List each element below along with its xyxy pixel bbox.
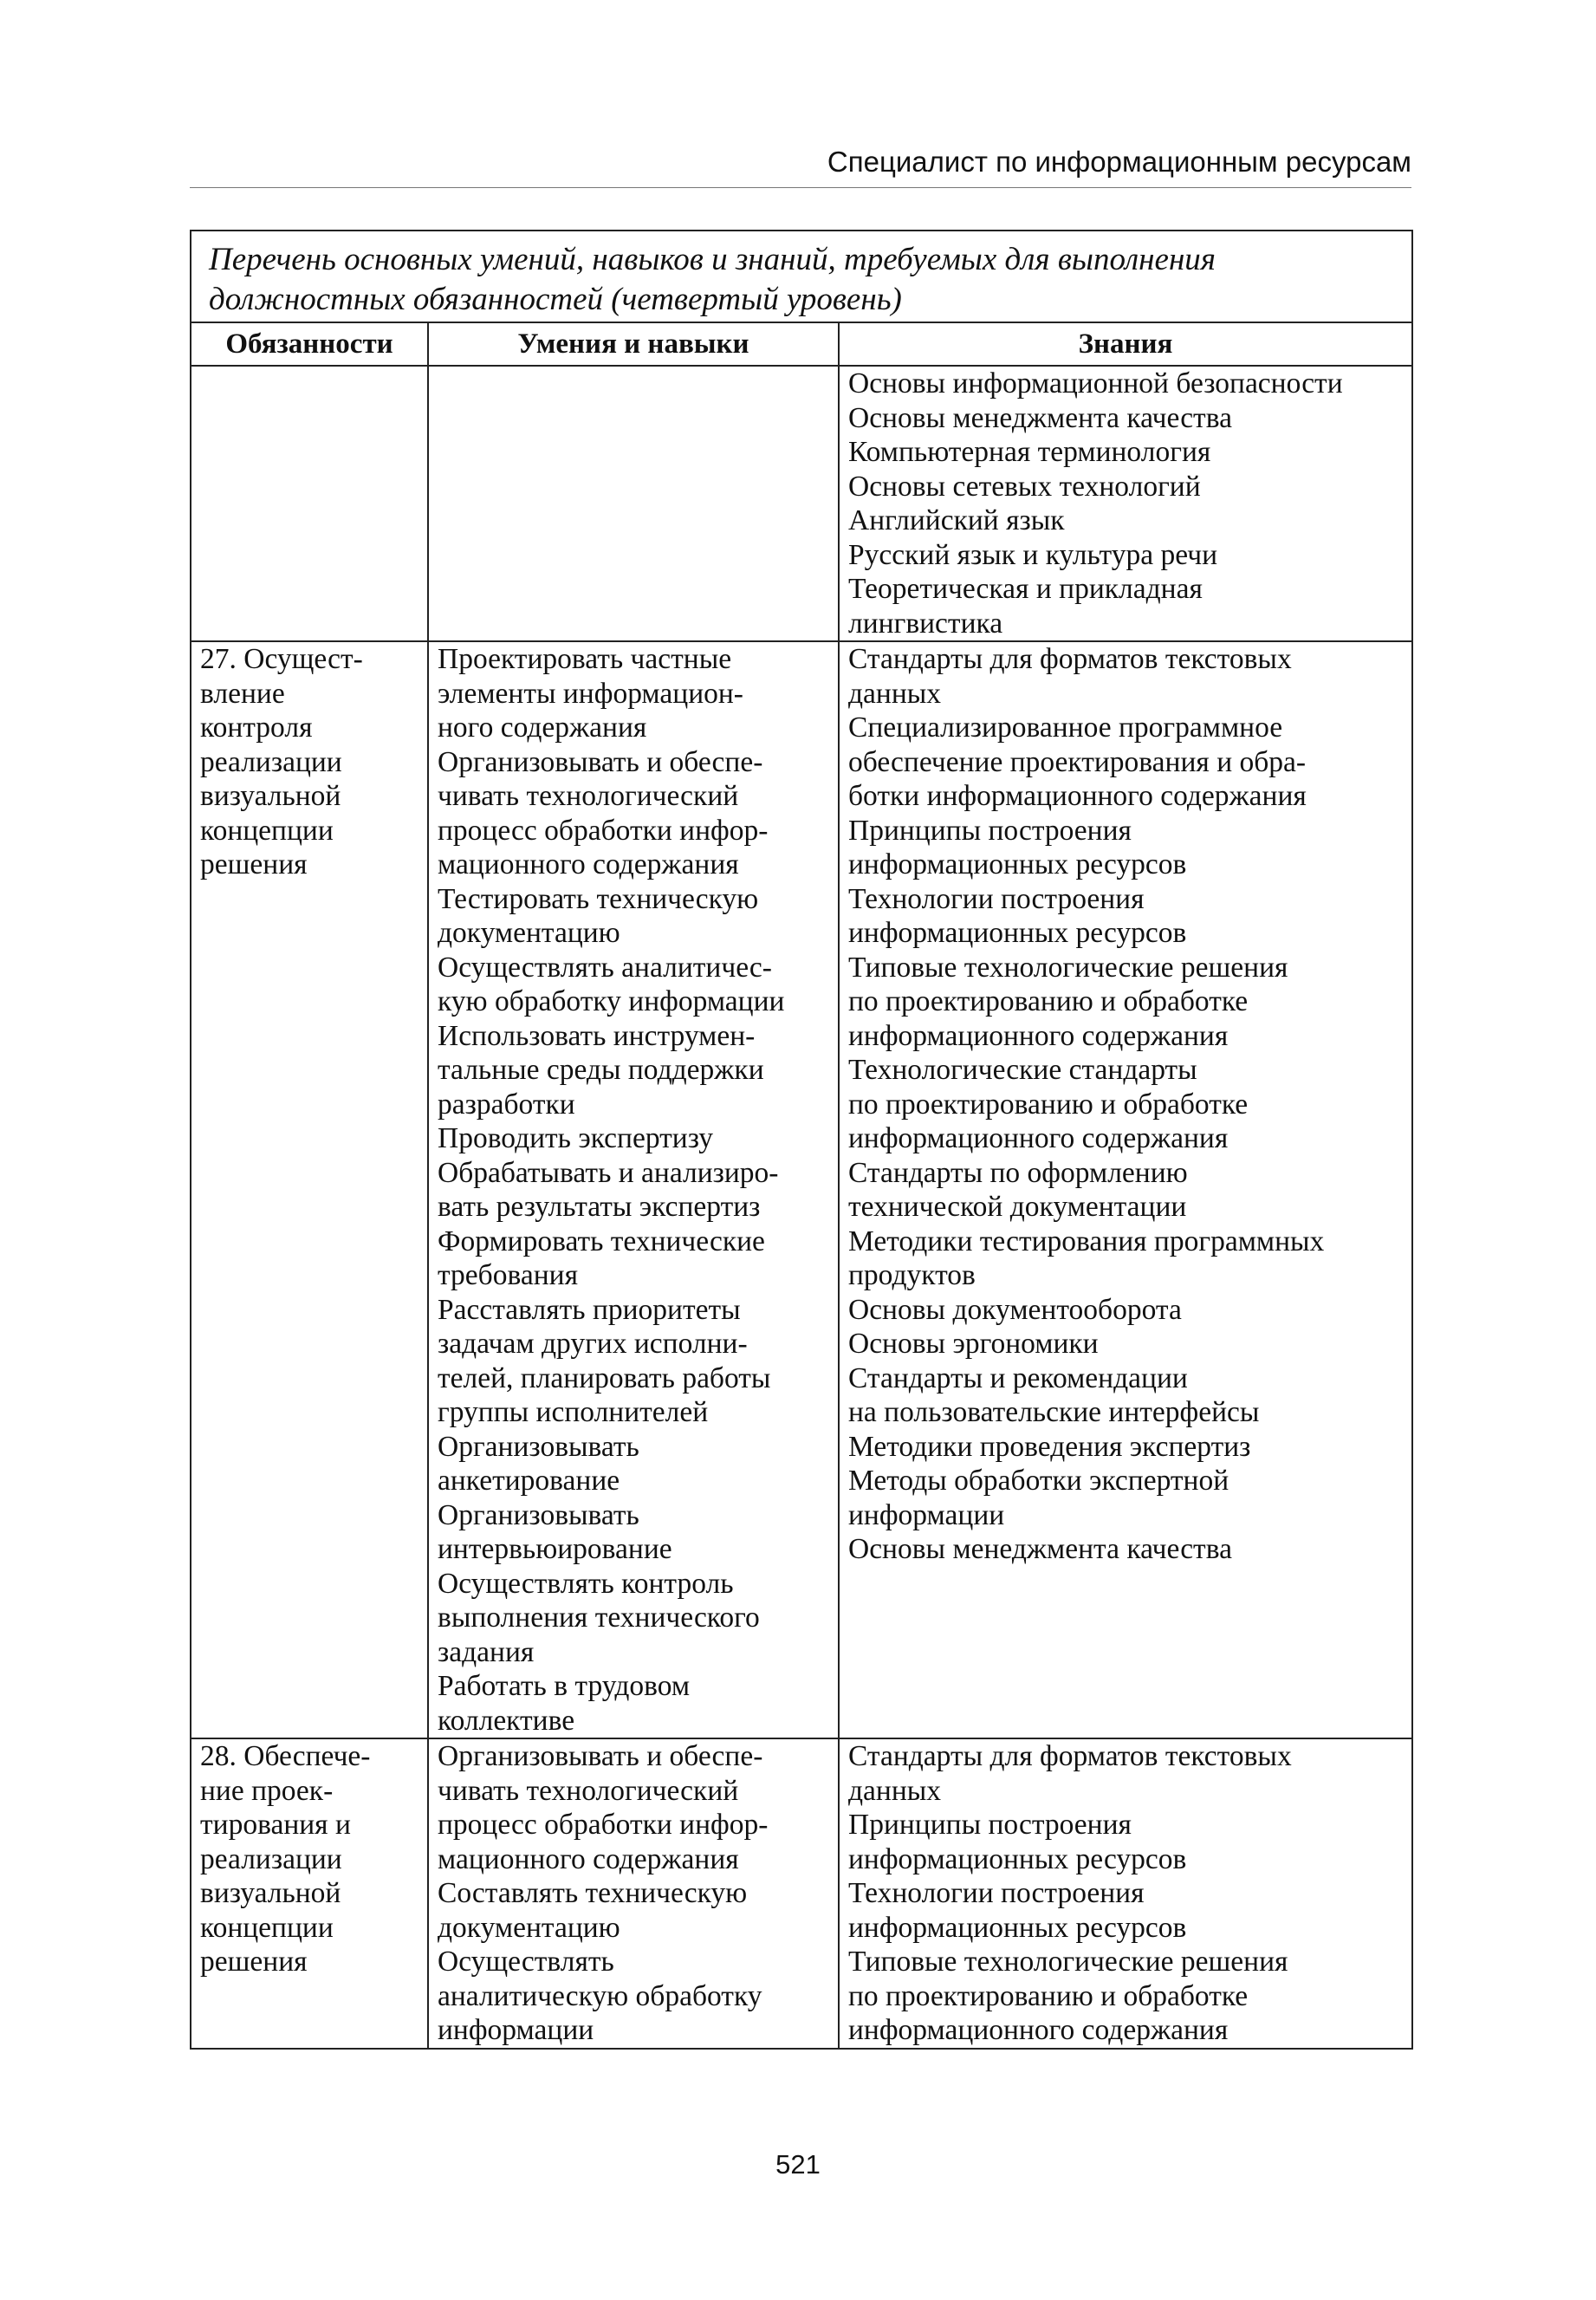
- text-line: Использовать инструмен-: [438, 1019, 756, 1052]
- text-line: Стандарты по оформлению: [848, 1156, 1188, 1189]
- text-line: ботки информационного содержания: [848, 780, 1307, 812]
- text-line: мационного содержания: [438, 1842, 739, 1875]
- text-line: Принципы построения: [848, 1809, 1132, 1841]
- text-line: на пользовательские интерфейсы: [848, 1396, 1260, 1428]
- text-line: Основы эргономики: [848, 1328, 1099, 1360]
- table-caption: [191, 231, 1412, 322]
- text-line: Теоретическая и прикладная: [848, 573, 1203, 605]
- text-line: Технологии построения: [848, 1877, 1145, 1909]
- text-line: информации: [848, 1498, 1005, 1531]
- text-line: Технологические стандарты: [848, 1054, 1197, 1086]
- text-line: Проектировать частные: [438, 643, 732, 675]
- knowledge-lines: [848, 1739, 1403, 2048]
- text-line: выполнения технического: [438, 1602, 760, 1634]
- caption-lines: [209, 240, 1394, 320]
- text-line: вление: [200, 677, 285, 710]
- text-line: по проектированию и обработке: [848, 1088, 1249, 1121]
- knowledge-lines: [848, 367, 1403, 640]
- text-line: реализации: [200, 745, 342, 778]
- text-line: Расставлять приоритеты: [438, 1293, 741, 1326]
- text-line: Основы сетевых технологий: [848, 470, 1201, 503]
- text-line: Методики тестирования программных: [848, 1225, 1325, 1257]
- duty-cell: [191, 641, 428, 1738]
- text-line: Компьютерная терминология: [848, 436, 1211, 468]
- text-line: контроля: [200, 711, 313, 744]
- text-line: вать результаты экспертиз: [438, 1191, 761, 1223]
- text-line: Методы обработки экспертной: [848, 1465, 1229, 1497]
- text-line: ного содержания: [438, 711, 647, 744]
- text-line: процесс обработки инфор-: [438, 1809, 769, 1841]
- text-line: Формировать технические: [438, 1225, 765, 1257]
- text-line: информационных ресурсов: [848, 1911, 1187, 1944]
- text-line: задания: [438, 1635, 535, 1668]
- text-line: кую обработку информации: [438, 985, 785, 1017]
- text-line: мационного содержания: [438, 848, 739, 880]
- text-line: информационных ресурсов: [848, 1842, 1187, 1875]
- text-line: информационного содержания: [848, 2014, 1229, 2046]
- table-caption-row: [191, 231, 1412, 322]
- table-row: [191, 1738, 1412, 2049]
- text-line: реализации: [200, 1842, 342, 1875]
- text-line: элементы информацион-: [438, 677, 743, 710]
- text-line: документацию: [438, 1911, 620, 1944]
- text-line: Организовывать: [438, 1430, 639, 1463]
- text-line: технической документации: [848, 1191, 1187, 1223]
- text-line: Принципы построения: [848, 814, 1132, 847]
- knowledge-cell: [839, 641, 1412, 1738]
- page-number: 521: [775, 2149, 821, 2180]
- text-line: информационного содержания: [848, 1122, 1229, 1154]
- text-line: информационного содержания: [848, 1019, 1229, 1052]
- text-line: по проектированию и обработке: [848, 1979, 1249, 2012]
- text-line: Специализированное программное: [848, 711, 1283, 744]
- column-header-skills: Умения и навыки: [428, 322, 839, 366]
- text-line: по проектированию и обработке: [848, 985, 1249, 1017]
- knowledge-cell: [839, 366, 1412, 641]
- skills-lines: [438, 642, 829, 1738]
- knowledge-lines: [848, 642, 1403, 1567]
- text-line: ние проек-: [200, 1774, 334, 1807]
- text-line: решения: [200, 848, 308, 880]
- text-line: разработки: [438, 1088, 575, 1121]
- text-line: лингвистика: [848, 607, 1003, 640]
- skills-lines: [438, 1739, 829, 2048]
- table-row: [191, 366, 1412, 641]
- text-line: тальные среды поддержки: [438, 1054, 764, 1086]
- text-line: Технологии построения: [848, 882, 1145, 915]
- text-line: данных: [848, 1774, 942, 1807]
- text-line: Обрабатывать и анализиро-: [438, 1156, 779, 1189]
- text-line: данных: [848, 677, 942, 710]
- skills-table: [190, 230, 1413, 2050]
- duty-cell: [191, 1738, 428, 2049]
- text-line: Стандарты и рекомендации: [848, 1361, 1188, 1394]
- table-row: [191, 641, 1412, 1738]
- text-line: информации: [438, 2014, 594, 2046]
- text-line: Стандарты для форматов текстовых: [848, 643, 1292, 675]
- text-line: Организовывать: [438, 1498, 639, 1531]
- text-line: концепции: [200, 1911, 334, 1944]
- text-line: обеспечение проектирования и обра-: [848, 745, 1307, 778]
- text-line: информационных ресурсов: [848, 848, 1187, 880]
- text-line: Проводить экспертизу: [438, 1122, 713, 1154]
- text-line: 28. Обеспече-: [200, 1740, 371, 1772]
- column-header-row: [191, 322, 1412, 366]
- text-line: процесс обработки инфор-: [438, 814, 769, 847]
- text-line: продуктов: [848, 1259, 976, 1291]
- text-line: задачам других исполни-: [438, 1328, 748, 1360]
- text-line: телей, планировать работы: [438, 1361, 771, 1394]
- text-line: Тестировать техническую: [438, 882, 759, 915]
- text-line: Организовывать и обеспе-: [438, 1740, 763, 1772]
- text-line: требования: [438, 1259, 578, 1291]
- text-line: визуальной: [200, 1877, 341, 1909]
- text-line: Русский язык и культура речи: [848, 538, 1218, 571]
- text-line: Типовые технологические решения: [848, 1946, 1288, 1978]
- text-line: Осуществлять аналитичес-: [438, 951, 772, 984]
- text-line: Осуществлять контроль: [438, 1567, 734, 1600]
- text-line: Стандарты для форматов текстовых: [848, 1740, 1292, 1772]
- knowledge-cell: [839, 1738, 1412, 2049]
- text-line: информационных ресурсов: [848, 917, 1187, 949]
- duty-lines: [200, 1739, 418, 1979]
- text-line: визуальной: [200, 780, 341, 812]
- text-line: решения: [200, 1946, 308, 1978]
- text-line: Методики проведения экспертиз: [848, 1430, 1251, 1463]
- duty-lines: [200, 642, 418, 882]
- duty-cell: [191, 366, 428, 641]
- skills-cell: [428, 1738, 839, 2049]
- text-line: документацию: [438, 917, 620, 949]
- text-line: Основы менеджмента качества: [848, 1533, 1232, 1565]
- text-line: Английский язык: [848, 504, 1065, 536]
- column-header-knowledge: Знания: [839, 322, 1412, 366]
- text-line: Основы информационной безопасности: [848, 367, 1343, 400]
- text-line: группы исполнителей: [438, 1396, 709, 1428]
- text-line: чивать технологический: [438, 1774, 739, 1807]
- text-line: интервьюирование: [438, 1533, 672, 1565]
- text-line: концепции: [200, 814, 334, 847]
- text-line: Осуществлять: [438, 1946, 614, 1978]
- text-line: коллективе: [438, 1704, 575, 1737]
- skills-cell: [428, 366, 839, 641]
- text-line: Типовые технологические решения: [848, 951, 1288, 984]
- text-line: чивать технологический: [438, 780, 739, 812]
- text-line: Организовывать и обеспе-: [438, 745, 763, 778]
- text-line: Работать в трудовом: [438, 1670, 691, 1702]
- running-head: Специалист по информационным ресурсам: [190, 146, 1411, 188]
- text-line: Перечень основных умений, навыков и знаний, требуемых для выполнения: [209, 242, 1216, 277]
- text-line: Основы менеджмента качества: [848, 401, 1232, 434]
- text-line: анкетирование: [438, 1465, 620, 1497]
- text-line: Основы документооборота: [848, 1293, 1182, 1326]
- text-line: аналитическую обработку: [438, 1979, 762, 2012]
- text-line: Составлять техническую: [438, 1877, 748, 1909]
- text-line: 27. Осущест-: [200, 643, 363, 675]
- skills-cell: [428, 641, 839, 1738]
- text-line: тирования и: [200, 1809, 351, 1841]
- text-line: должностных обязанностей (четвертый уровень): [209, 282, 902, 317]
- column-header-duties: Обязанности: [191, 322, 428, 366]
